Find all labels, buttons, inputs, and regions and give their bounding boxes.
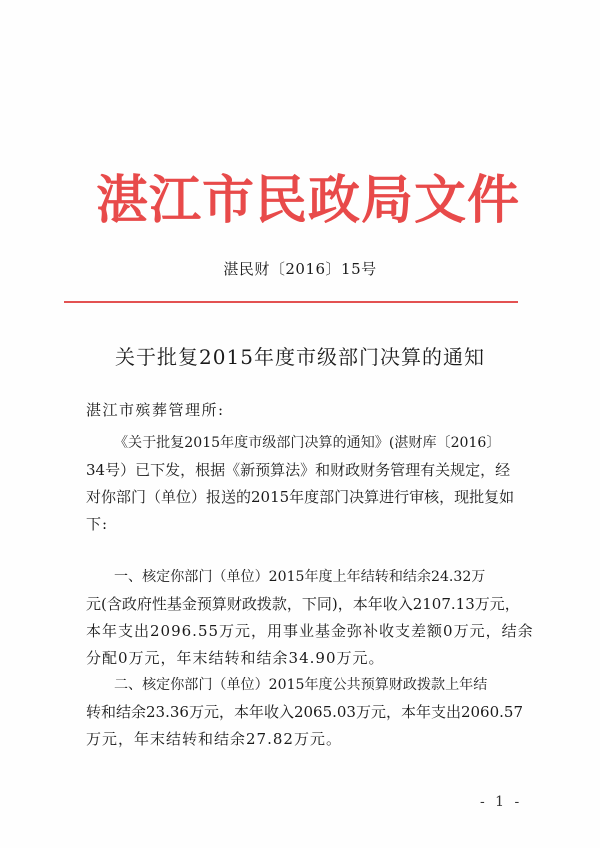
paragraph-line: 转和结余23.36万元，本年收入2065.03万元，本年支出2060.57	[86, 703, 524, 721]
addressee: 湛江市殡葬管理所:	[86, 401, 225, 419]
paragraph-line: 万元，年末结转和结余27.82万元。	[86, 730, 342, 748]
notice-title: 关于批复2015年度市级部门决算的通知	[115, 345, 485, 369]
red-divider	[64, 301, 518, 303]
paragraph-3	[86, 672, 538, 753]
document-number: 湛民财〔2016〕15号	[223, 260, 377, 278]
paragraph-line: 元(含政府性基金预算财政拨款，下同)，本年收入2107.13万元，	[86, 595, 520, 613]
masthead-title: 湛江市民政局文件	[96, 170, 521, 231]
paragraph-line: 34号）已下发，根据《新预算法》和财政财务管理有关规定，经	[86, 461, 511, 479]
paragraph-line: 本年支出2096.55万元，用事业基金弥补收支差额0万元，结余	[86, 622, 534, 640]
paragraph-line: 《关于批复2015年度市级部门决算的通知》(湛财库〔2016〕	[114, 435, 501, 451]
page-number: - 1 -	[480, 794, 523, 810]
paragraph-line: 分配0万元，年末结转和结余34.90万元。	[86, 649, 385, 667]
paragraph-line: 一、核定你部门（单位）2015年度上年结转和结余24.32万	[114, 569, 486, 585]
paragraph-line: 下:	[86, 515, 109, 533]
paragraph-2	[86, 564, 538, 672]
paragraph-line: 二、核定你部门（单位）2015年度公共预算财政拨款上年结	[114, 677, 488, 693]
paragraph-1	[86, 430, 538, 538]
paragraph-line: 对你部门（单位）报送的2015年度部门决算进行审核，现批复如	[86, 488, 515, 506]
